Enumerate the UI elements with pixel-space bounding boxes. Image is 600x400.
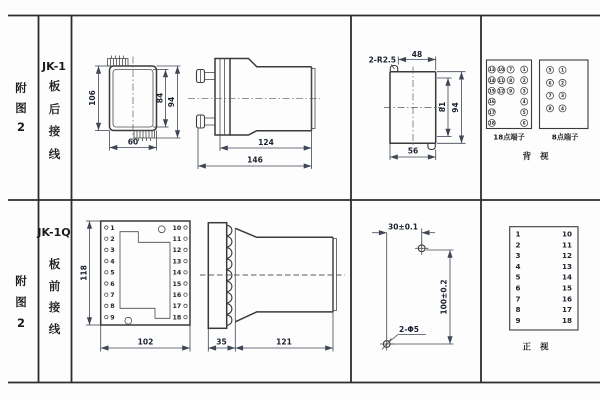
terminal-number: 1	[522, 68, 526, 74]
terminal-number: 8	[548, 107, 552, 112]
terminal-number: 2	[522, 78, 526, 84]
cutout-profile	[120, 232, 170, 319]
terminal-number: 11	[498, 78, 505, 84]
terminal-number: 5	[522, 110, 526, 116]
dim-121	[235, 312, 333, 352]
terminal-number: 11	[561, 240, 572, 250]
mounting-hole	[125, 317, 132, 324]
mounting-screw	[197, 115, 216, 128]
dim-label: 106	[88, 90, 97, 106]
dim-label: 146	[247, 155, 263, 165]
key-slot-bottom	[428, 143, 435, 149]
terminal-number: 2	[560, 81, 565, 87]
row2-model-label: JK-1Q	[37, 226, 71, 239]
dim-81	[437, 78, 452, 137]
terminal-number: 8	[509, 78, 513, 84]
terminal-number: 6	[515, 283, 521, 293]
front-terminal-table	[510, 227, 578, 353]
hole-callout	[390, 325, 427, 342]
terminal-number: 7	[548, 94, 552, 100]
dim-label: 2-Φ5	[399, 325, 419, 334]
terminal-number: 15	[488, 89, 495, 95]
terminal-number: 13	[488, 68, 495, 74]
terminal-number: 12	[561, 251, 572, 261]
terminals8-label: 8点端子	[551, 132, 579, 142]
terminal-number: 7	[110, 292, 115, 299]
dim-56	[390, 143, 436, 160]
terminal-number: 18	[561, 315, 572, 325]
terminal-number: 6	[522, 121, 526, 127]
jk1-rear-cover-view	[88, 56, 181, 151]
dim-106	[88, 66, 110, 131]
terminal-circles-18	[488, 66, 527, 127]
front-view-label: 正 视	[522, 342, 552, 353]
table-numbers	[516, 230, 573, 325]
mounting-screw	[197, 70, 216, 83]
jk1-side-view	[188, 59, 320, 170]
mounting-hole	[158, 226, 165, 233]
terminal-number: 7	[515, 294, 521, 304]
terminal-number: 15	[561, 283, 572, 293]
dim-label: 100±0.2	[439, 279, 449, 315]
dim-48	[398, 50, 435, 70]
front-terminals-right	[173, 225, 188, 322]
rear-view-label: 背 视	[522, 152, 552, 162]
terminal-number: 2	[515, 240, 521, 250]
terminal-number: 1	[110, 224, 115, 232]
terminal-board	[208, 223, 226, 329]
row1-model-label: JK-1	[42, 60, 66, 73]
drilling-plan	[372, 223, 454, 351]
terminal-number: 14	[488, 78, 495, 84]
terminal-number: 6	[110, 280, 115, 288]
terminal-number: 3	[560, 94, 565, 100]
terminal-number: 7	[509, 68, 513, 74]
dim-label: 56	[407, 146, 419, 156]
terminal-number: 8	[110, 303, 115, 311]
dim-35	[208, 322, 235, 352]
case-top-outline	[230, 59, 312, 67]
terminal-number: 9	[509, 89, 513, 95]
dim-label: 121	[276, 337, 292, 347]
dim-label: 48	[411, 50, 423, 59]
terminal-number: 10	[172, 224, 182, 232]
terminal-number: 4	[522, 100, 526, 106]
terminals18-label: 18点端子	[493, 132, 525, 142]
terminal-number: 4	[560, 107, 565, 112]
terminal-number: 17	[561, 305, 572, 315]
top-connector-block	[108, 56, 129, 67]
flange-plate	[215, 59, 230, 136]
jk1-panel-cutout	[369, 50, 466, 160]
terminal-number: 5	[515, 272, 521, 282]
terminal-number: 18	[488, 121, 495, 127]
case-bottom-outline	[235, 312, 333, 322]
terminal-number: 5	[110, 269, 115, 277]
dim-102	[101, 325, 190, 352]
terminal-number: 12	[172, 247, 182, 255]
terminal-number: 1	[515, 229, 521, 239]
terminal-number: 10	[561, 229, 572, 239]
terminal-number: 9	[515, 315, 521, 325]
front-terminals-left	[105, 225, 116, 322]
terminal-number: 3	[522, 89, 526, 95]
terminal-number: 16	[561, 294, 572, 304]
terminal-number: 18	[172, 314, 182, 322]
case-top-outline	[235, 228, 333, 237]
radius-callout	[369, 56, 396, 70]
dim-label: 118	[79, 265, 89, 281]
jk1q-front-view	[80, 221, 191, 352]
terminal-number: 17	[172, 303, 182, 311]
dim-label: 2-R2.5	[368, 55, 396, 65]
dim-label: 94	[167, 96, 176, 108]
terminal-number: 15	[172, 280, 182, 288]
terminal-number: 16	[172, 292, 182, 299]
case-bottom-outline	[230, 131, 312, 135]
terminal-number: 6	[548, 81, 552, 87]
terminal-number: 4	[110, 258, 115, 266]
terminal-number: 14	[561, 272, 572, 282]
terminal-number: 16	[488, 100, 495, 106]
dim-30	[372, 223, 435, 233]
dim-label: 60	[127, 137, 139, 147]
row1-wiring-label: 板后接线	[48, 79, 61, 161]
terminal-number: 12	[498, 89, 505, 95]
terminal-number: 5	[548, 68, 552, 74]
dim-124	[220, 131, 312, 151]
terminal-number: 10	[498, 68, 505, 74]
terminal-number: 4	[515, 261, 521, 271]
terminal-number: 9	[110, 314, 115, 322]
terminal-number: 3	[110, 247, 115, 255]
dim-label: 35	[216, 337, 227, 347]
terminal-number: 13	[172, 258, 182, 266]
dim-label: 81	[438, 101, 447, 113]
row1-figure-label: 附图2	[15, 81, 27, 134]
terminal-number: 3	[515, 251, 521, 261]
rear-terminal-views	[487, 60, 589, 162]
terminal-number: 2	[110, 236, 115, 243]
dim-118	[80, 221, 101, 325]
terminal-number: 8	[515, 305, 521, 315]
dim-label: 124	[258, 137, 274, 147]
dim-label: 94	[451, 102, 460, 113]
terminal-number: 13	[561, 261, 572, 271]
jk1q-side-view	[200, 223, 345, 352]
row2-wiring-label: 板前接线	[48, 257, 61, 336]
terminal-number: 11	[172, 236, 182, 243]
terminal-number: 17	[488, 110, 495, 116]
dim-label: 102	[137, 337, 154, 347]
terminal-circles-8	[547, 67, 567, 113]
dim-label: 84	[155, 92, 165, 104]
dim-label: 30±0.1	[387, 222, 419, 232]
terminal-number: 14	[172, 269, 182, 277]
terminal-number: 1	[560, 68, 565, 74]
row2-figure-label: 附图2	[15, 274, 27, 330]
